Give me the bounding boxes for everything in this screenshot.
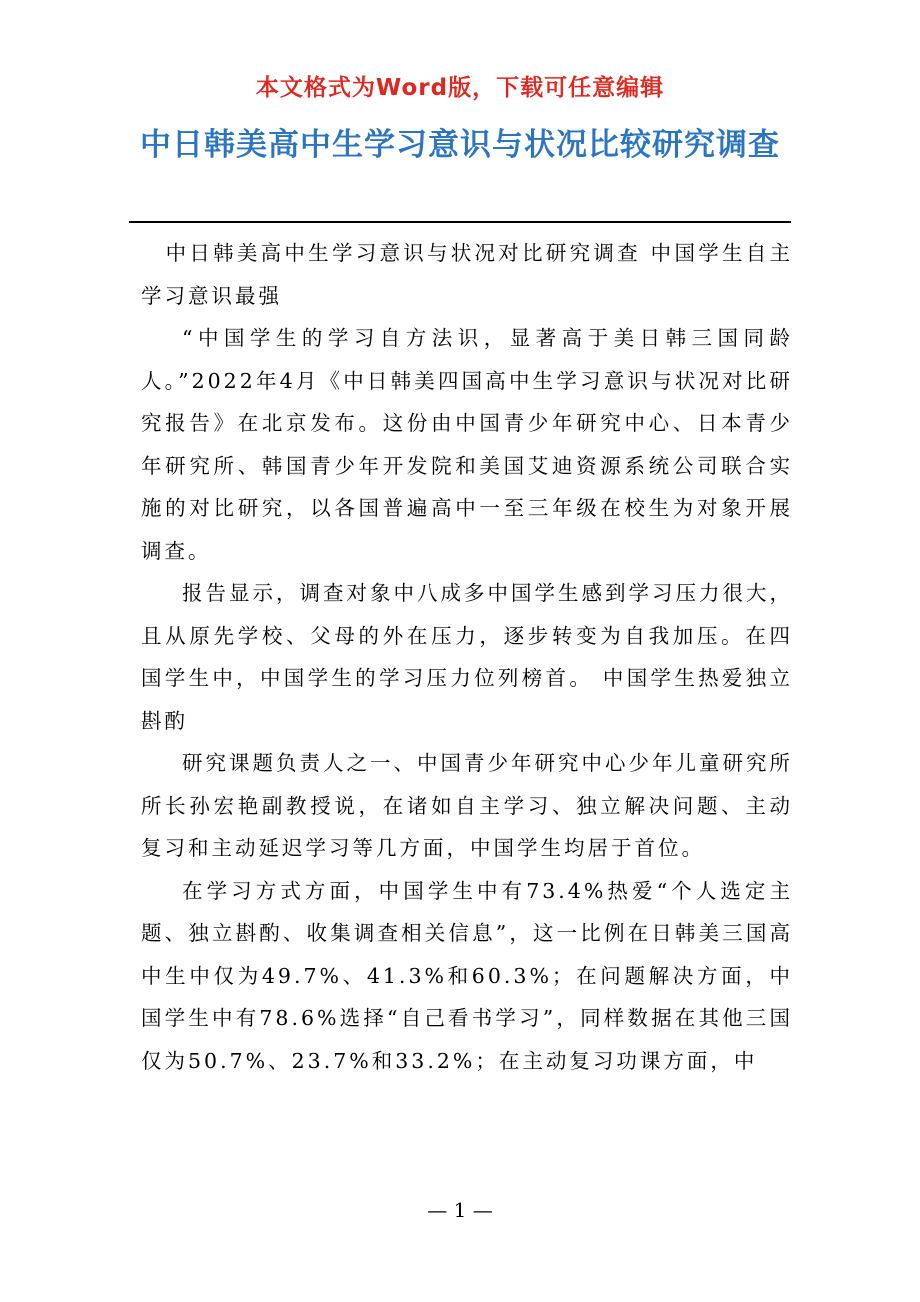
paragraph: 在学习方式方面，中国学生中有73.4%热爱“个人选定主题、独立斟酌、收集调查相关信息”，这一比例在日韩美三国高中生中仅为49.7%、41.3%和60.3%；在问题解决方面，中国学生中有78.6%选择“自己看书学习”，同样数据在其他三国仅为50.7%、23.7%和33.2%；在主动复习功课方面，中 <box>141 878 793 1073</box>
paragraph: “中国学生的学习自方法识，显著高于美日韩三国同龄人。”2022年4月《中日韩美四国高中生学习意识与状况对比研究报告》在北京发布。这份由中国青少年研究中心、日本青少年研究所、韩国青少年开发院和美国艾迪资源系统公司联合实施的对比研究，以各国普遍高中一至三年级在校生为对象开展调查。 <box>141 326 793 563</box>
paragraph: 研究课题负责人之一、中国青少年研究中心少年儿童研究所所长孙宏艳副教授说，在诸如自主学习、独立解决问题、主动复习和主动延迟学习等几方面，中国学生均居于首位。 <box>141 751 793 860</box>
title-divider <box>129 221 791 223</box>
format-notice: 本文格式为Word版，下载可任意编辑 <box>255 75 665 101</box>
document-body <box>141 232 793 1082</box>
paragraph-heading: 中日韩美高中生学习意识与状况对比研究调查 中国学生自主学习意识最强 <box>141 241 793 308</box>
page-number: — 1 — <box>427 1198 493 1222</box>
paragraph: 报告显示，调查对象中八成多中国学生感到学习压力很大，且从原先学校、父母的外在压力，逐步转变为自我加压。在四国学生中，中国学生的学习压力位列榜首。 中国学生热爱独立斟酌 <box>141 581 793 733</box>
document-title: 中日韩美高中生学习意识与状况比较研究调查 <box>140 127 780 163</box>
